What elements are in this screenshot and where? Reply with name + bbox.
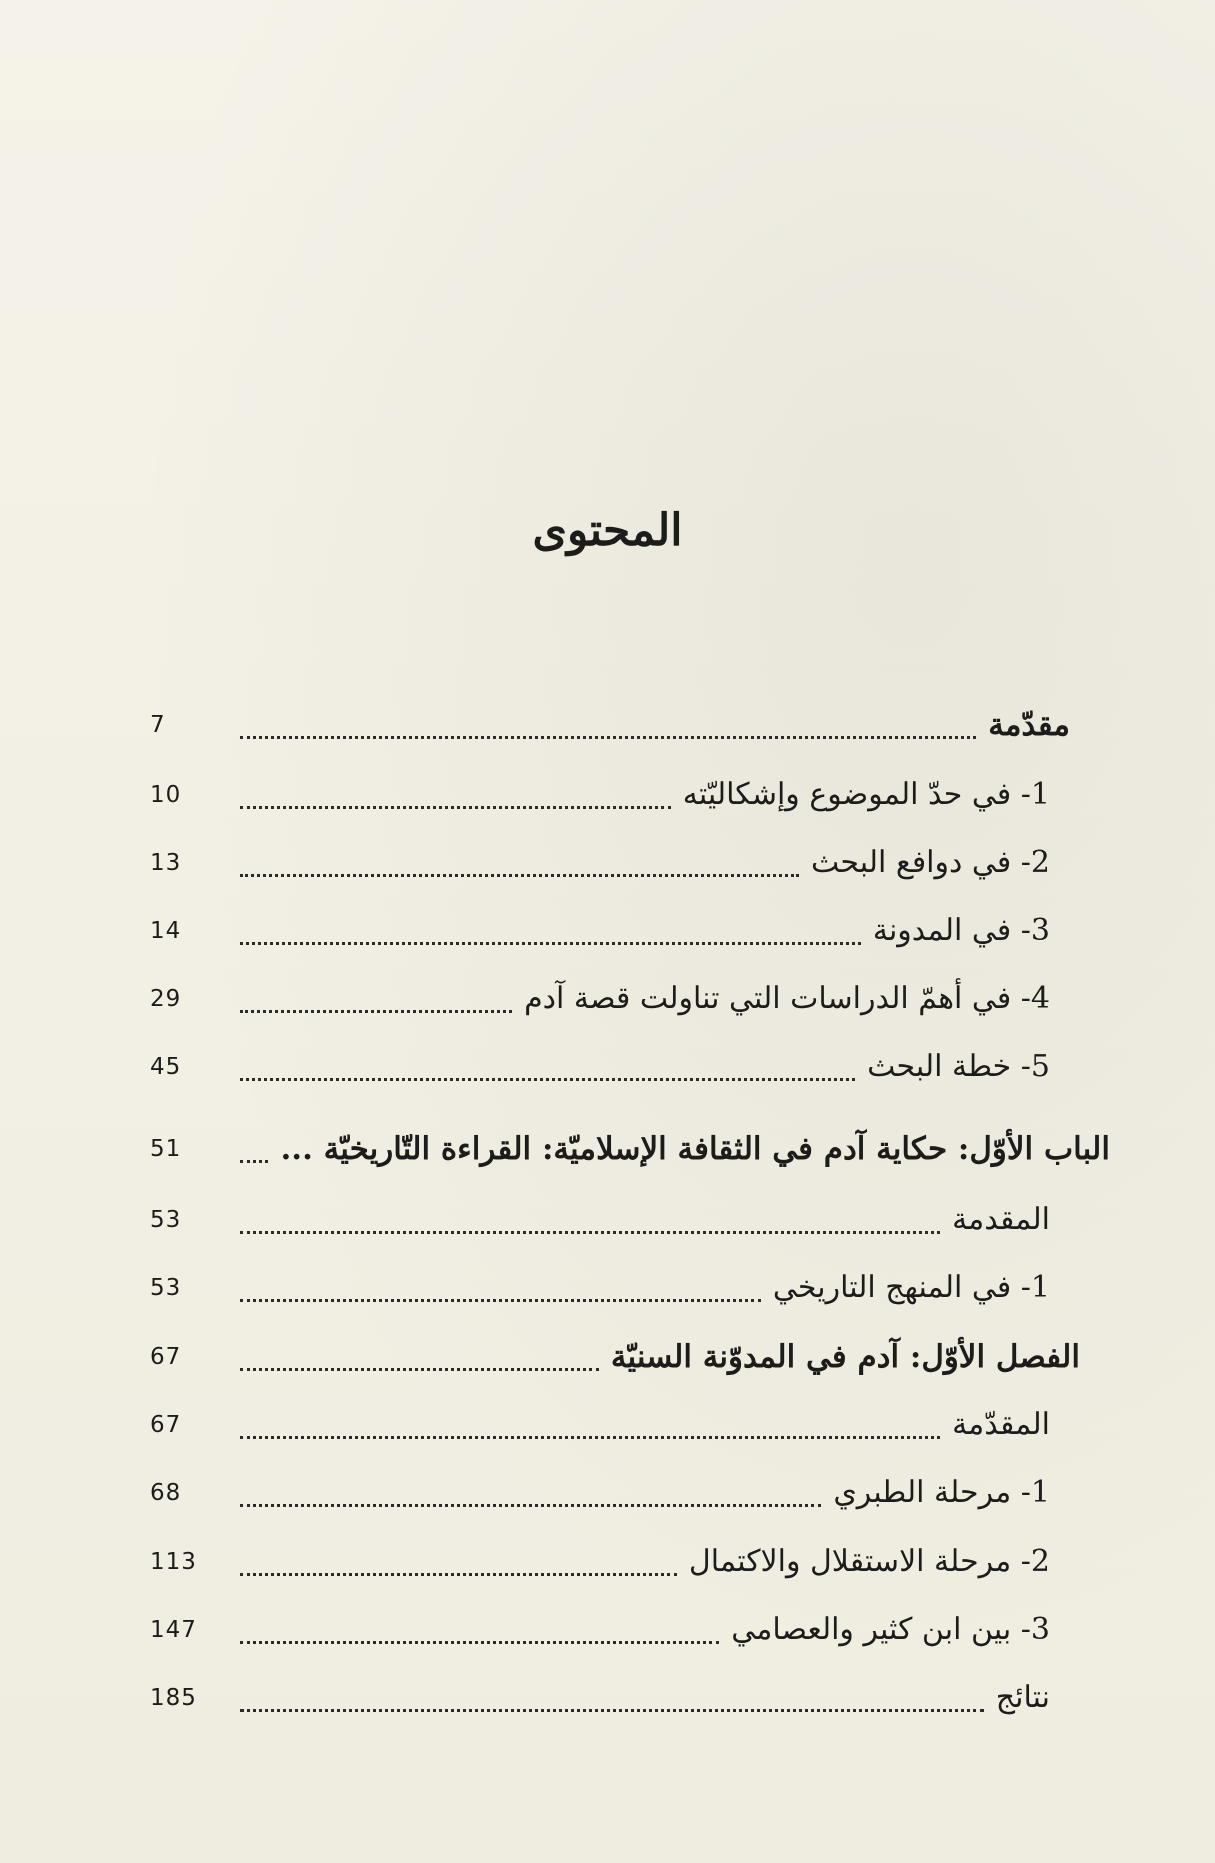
dot-leader: [240, 736, 976, 739]
dot-leader: [240, 1160, 268, 1163]
toc-page-number: 147: [150, 1617, 197, 1643]
toc-entry-label: المقدّمة: [952, 1407, 1050, 1442]
toc-entry: [150, 1668, 1070, 1728]
toc-entry: [150, 695, 1070, 755]
toc-page-number: 67: [150, 1344, 182, 1370]
toc-entry-label: 3- في المدونة: [872, 913, 1050, 948]
toc-page-number: 68: [150, 1480, 182, 1506]
toc-page-number: 29: [150, 986, 182, 1012]
toc-entry: [150, 1258, 1070, 1318]
toc-entry-label: مقدّمة: [988, 707, 1070, 743]
dot-leader: [240, 1078, 855, 1081]
toc-entry: [150, 1037, 1070, 1097]
dot-leader: [240, 1504, 821, 1507]
toc-entry-label: نتائج: [995, 1680, 1050, 1715]
dot-leader: [240, 806, 671, 809]
toc-page-number: 14: [150, 918, 182, 944]
dot-leader: [240, 1010, 512, 1013]
toc-entry-label: 5- خطة البحث: [867, 1049, 1050, 1084]
dot-leader: [240, 1299, 761, 1302]
toc-page-number: 67: [150, 1412, 182, 1438]
toc-page-number: 185: [150, 1685, 197, 1711]
toc-page-number: 53: [150, 1207, 182, 1233]
dot-leader: [240, 1573, 677, 1576]
toc-entry: [150, 969, 1070, 1029]
dot-leader: [240, 942, 861, 945]
toc-entry-label: 2- في دوافع البحث: [810, 845, 1050, 880]
toc-entry: [150, 765, 1070, 825]
toc-entry: [150, 1532, 1070, 1592]
toc-entry-label: 1- في حدّ الموضوع وإشكاليّته: [682, 777, 1050, 812]
toc-page-number: 53: [150, 1275, 182, 1301]
toc-entry-label: الباب الأوّل: حكاية آدم في الثقافة الإسلاميّة: القراءة التّاريخيّة ...: [280, 1131, 1110, 1167]
dot-leader: [240, 1231, 940, 1234]
toc-entry: [150, 1119, 1110, 1179]
toc-entry-label: الفصل الأوّل: آدم في المدوّنة السنيّة: [610, 1339, 1080, 1375]
toc-entry: [150, 901, 1070, 961]
toc-page-number: 51: [150, 1136, 182, 1162]
toc-entry-label: 2- مرحلة الاستقلال والاكتمال: [688, 1544, 1050, 1579]
toc-page-number: 13: [150, 850, 182, 876]
toc-entry: [150, 1600, 1070, 1660]
toc-entry: [150, 1190, 1070, 1250]
dot-leader: [240, 874, 799, 877]
dot-leader: [240, 1641, 719, 1644]
toc-entry-label: 1- مرحلة الطبري: [833, 1475, 1050, 1510]
toc-entry-label: 1- في المنهج التاريخي: [772, 1270, 1050, 1305]
toc-title: المحتوى: [532, 505, 683, 556]
toc-entry: [150, 833, 1070, 893]
toc-entry: [150, 1395, 1070, 1455]
toc-page-number: 45: [150, 1054, 182, 1080]
toc-page-number: 113: [150, 1549, 197, 1575]
dot-leader: [240, 1436, 940, 1439]
toc-entry: [150, 1463, 1070, 1523]
dot-leader: [240, 1709, 984, 1712]
toc-entry-label: 3- بين ابن كثير والعصامي: [731, 1612, 1050, 1647]
dot-leader: [240, 1368, 599, 1371]
toc-entry-label: المقدمة: [952, 1202, 1050, 1237]
toc-page-number: 10: [150, 782, 182, 808]
toc-entry: [150, 1327, 1080, 1387]
toc-entry-label: 4- في أهمّ الدراسات التي تناولت قصة آدم: [524, 981, 1050, 1016]
toc-page-number: 7: [150, 712, 166, 738]
